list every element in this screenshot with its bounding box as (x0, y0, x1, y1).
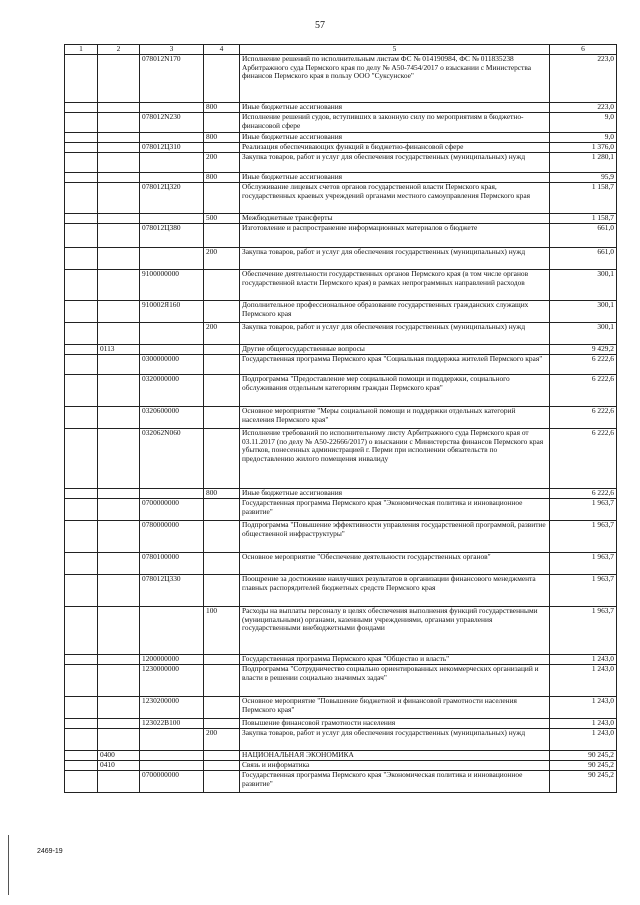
cell-target-code (140, 729, 204, 751)
cell-expense-type (204, 751, 240, 761)
table-row (65, 521, 617, 553)
cell-target-code (140, 214, 204, 224)
cell-target-code (140, 153, 204, 173)
cell-amount: 6 222,6 (550, 375, 617, 407)
table-row (65, 697, 617, 719)
cell-col1 (65, 655, 98, 665)
cell-amount: 1 243,0 (550, 719, 617, 729)
cell-col1 (65, 761, 98, 771)
cell-expense-type (204, 761, 240, 771)
cell-target-code: 0700000000 (140, 499, 204, 521)
cell-description: Исполнение требований по исполнительному листу Арбитражного суда Пермского края от 03.11.2017 (по делу № А50-22666/2017) о взыскании с Министерства финансов Пермского края убытков, понесенных администрацией г. Перми при исполнении обязательств по предоставлению жилого помещения инвалиду (240, 429, 550, 489)
cell-amount: 1 158,7 (550, 183, 617, 214)
cell-section (98, 553, 140, 575)
table-row (65, 407, 617, 429)
table-row (65, 607, 617, 655)
cell-target-code (140, 133, 204, 143)
cell-description: Обслуживание лицевых счетов органов государственной власти Пермского края, государственных краевых учреждений органами местного самоуправления Пермского края (240, 183, 550, 214)
cell-expense-type: 200 (204, 248, 240, 270)
cell-description: Реализация обеспечивающих функций в бюджетно-финансовой сфере (240, 143, 550, 153)
cell-col1 (65, 499, 98, 521)
cell-description: Государственная программа Пермского края "Общество и власть" (240, 655, 550, 665)
cell-target-code: 1230000000 (140, 665, 204, 697)
cell-section: 0400 (98, 751, 140, 761)
cell-amount: 1 963,7 (550, 553, 617, 575)
margin-line (8, 835, 9, 895)
cell-amount: 6 222,6 (550, 355, 617, 375)
table-row (65, 224, 617, 248)
cell-description: Обеспечение деятельности государственных органов Пермского края (в том числе органов государственной власти Пермского края) в рамках непрограммных направлений расходов (240, 270, 550, 301)
cell-amount: 223,0 (550, 55, 617, 103)
cell-col1 (65, 375, 98, 407)
cell-description: Закупка товаров, работ и услуг для обеспечения государственных (муниципальных) нужд (240, 153, 550, 173)
cell-description: Исполнение решений по исполнительным листам ФС № 014190984, ФС № 011835238 Арбитражного суда Пермского края по делу № А50-7454/2017 о взыскании с Министерства финансов Пермского края в пользу ООО "Суксунское" (240, 55, 550, 103)
cell-section (98, 375, 140, 407)
cell-col1 (65, 665, 98, 697)
cell-expense-type (204, 55, 240, 103)
cell-target-code: 1200000000 (140, 655, 204, 665)
header-cell: 2 (98, 45, 140, 55)
table-row (65, 771, 617, 793)
cell-col1 (65, 771, 98, 793)
cell-expense-type: 100 (204, 607, 240, 655)
cell-target-code: 1230200000 (140, 697, 204, 719)
table-row (65, 301, 617, 323)
cell-expense-type (204, 407, 240, 429)
cell-expense-type (204, 521, 240, 553)
cell-section (98, 301, 140, 323)
cell-section (98, 153, 140, 173)
cell-description: Связь и информатика (240, 761, 550, 771)
cell-col1 (65, 575, 98, 607)
cell-section (98, 429, 140, 489)
cell-col1 (65, 301, 98, 323)
table-row (65, 375, 617, 407)
cell-description: НАЦИОНАЛЬНАЯ ЭКОНОМИКА (240, 751, 550, 761)
cell-section (98, 133, 140, 143)
cell-expense-type: 200 (204, 323, 240, 345)
cell-col1 (65, 153, 98, 173)
cell-amount: 1 243,0 (550, 729, 617, 751)
table-row (65, 751, 617, 761)
cell-description: Поощрение за достижение наилучших результатов в организации финансового менеджмента главных распорядителей бюджетных средств Пермского края (240, 575, 550, 607)
table-row (65, 345, 617, 355)
cell-target-code: 0780000000 (140, 521, 204, 553)
cell-description: Повышение финансовой грамотности населения (240, 719, 550, 729)
cell-section (98, 248, 140, 270)
cell-section (98, 214, 140, 224)
cell-section (98, 521, 140, 553)
cell-col1 (65, 521, 98, 553)
cell-col1 (65, 103, 98, 113)
cell-description: Подпрограмма "Сотрудничество социально ориентированных некоммерческих организаций и власти в решении социально значимых задач" (240, 665, 550, 697)
cell-section (98, 143, 140, 153)
cell-amount: 1 280,1 (550, 153, 617, 173)
cell-col1 (65, 355, 98, 375)
cell-expense-type (204, 499, 240, 521)
cell-description: Государственная программа Пермского края "Социальная поддержка жителей Пермского края" (240, 355, 550, 375)
table-row (65, 489, 617, 499)
cell-col1 (65, 751, 98, 761)
table-row (65, 499, 617, 521)
cell-amount: 1 963,7 (550, 607, 617, 655)
cell-expense-type (204, 113, 240, 133)
cell-col1 (65, 697, 98, 719)
table-row (65, 55, 617, 103)
cell-target-code (140, 751, 204, 761)
cell-description: Основное мероприятие "Обеспечение деятельности государственных органов" (240, 553, 550, 575)
cell-amount: 6 222,6 (550, 489, 617, 499)
cell-amount: 1 963,7 (550, 521, 617, 553)
cell-target-code: 032062N060 (140, 429, 204, 489)
cell-amount: 300,1 (550, 270, 617, 301)
cell-section (98, 655, 140, 665)
table-row (65, 323, 617, 345)
table-row (65, 103, 617, 113)
cell-section (98, 729, 140, 751)
cell-target-code (140, 173, 204, 183)
table-row (65, 655, 617, 665)
cell-section (98, 103, 140, 113)
cell-col1 (65, 133, 98, 143)
cell-target-code: 0320600000 (140, 407, 204, 429)
cell-target-code (140, 103, 204, 113)
cell-description: Межбюджетные трансферты (240, 214, 550, 224)
cell-description: Подпрограмма "Повышение эффективности управления государственной программой, развитие общественной инфраструктуры" (240, 521, 550, 553)
cell-col1 (65, 607, 98, 655)
cell-amount: 300,1 (550, 323, 617, 345)
table-row (65, 719, 617, 729)
cell-expense-type: 200 (204, 153, 240, 173)
cell-section (98, 489, 140, 499)
cell-target-code: 078012Ц380 (140, 224, 204, 248)
table-row (65, 133, 617, 143)
cell-col1 (65, 429, 98, 489)
table-row (65, 665, 617, 697)
cell-col1 (65, 729, 98, 751)
cell-col1 (65, 113, 98, 133)
cell-col1 (65, 323, 98, 345)
cell-expense-type: 800 (204, 103, 240, 113)
cell-target-code: 123022В100 (140, 719, 204, 729)
table-row (65, 214, 617, 224)
cell-amount: 6 222,6 (550, 407, 617, 429)
cell-section (98, 183, 140, 214)
cell-expense-type: 500 (204, 214, 240, 224)
cell-amount: 1 243,0 (550, 665, 617, 697)
cell-expense-type (204, 429, 240, 489)
cell-amount: 661,0 (550, 248, 617, 270)
cell-amount: 9 429,2 (550, 345, 617, 355)
cell-expense-type: 800 (204, 133, 240, 143)
cell-section (98, 407, 140, 429)
cell-target-code: 0320000000 (140, 375, 204, 407)
cell-section (98, 323, 140, 345)
cell-amount: 1 376,0 (550, 143, 617, 153)
cell-description: Закупка товаров, работ и услуг для обеспечения государственных (муниципальных) нужд (240, 323, 550, 345)
table-row (65, 729, 617, 751)
cell-expense-type (204, 345, 240, 355)
cell-expense-type: 800 (204, 173, 240, 183)
cell-target-code: 078012N170 (140, 55, 204, 103)
cell-description: Государственная программа Пермского края "Экономическая политика и инновационное развитие" (240, 499, 550, 521)
cell-amount: 1 963,7 (550, 499, 617, 521)
cell-target-code: 078012Ц320 (140, 183, 204, 214)
cell-expense-type: 800 (204, 489, 240, 499)
cell-description: Закупка товаров, работ и услуг для обеспечения государственных (муниципальных) нужд (240, 248, 550, 270)
cell-expense-type (204, 719, 240, 729)
cell-target-code (140, 323, 204, 345)
cell-col1 (65, 183, 98, 214)
cell-target-code: 0700000000 (140, 771, 204, 793)
cell-col1 (65, 214, 98, 224)
cell-expense-type (204, 655, 240, 665)
cell-expense-type (204, 224, 240, 248)
cell-expense-type (204, 575, 240, 607)
table-row (65, 761, 617, 771)
cell-col1 (65, 345, 98, 355)
cell-description: Закупка товаров, работ и услуг для обеспечения государственных (муниципальных) нужд (240, 729, 550, 751)
cell-description: Основное мероприятие "Повышение бюджетной и финансовой грамотности населения Пермского края" (240, 697, 550, 719)
cell-expense-type (204, 301, 240, 323)
footer-code: 2469-19 (37, 848, 63, 855)
cell-description: Изготовление и распространение информационных материалов о бюджете (240, 224, 550, 248)
cell-col1 (65, 55, 98, 103)
cell-amount: 9,0 (550, 113, 617, 133)
cell-target-code: 0780100000 (140, 553, 204, 575)
cell-target-code (140, 489, 204, 499)
cell-section (98, 697, 140, 719)
cell-amount: 661,0 (550, 224, 617, 248)
cell-target-code: 9100000000 (140, 270, 204, 301)
cell-expense-type: 200 (204, 729, 240, 751)
cell-section (98, 499, 140, 521)
cell-amount: 6 222,6 (550, 429, 617, 489)
cell-col1 (65, 270, 98, 301)
cell-description: Другие общегосударственные вопросы (240, 345, 550, 355)
cell-section (98, 173, 140, 183)
cell-amount: 95,9 (550, 173, 617, 183)
cell-section (98, 719, 140, 729)
cell-section (98, 771, 140, 793)
cell-description: Исполнение решений судов, вступивших в законную силу по мероприятиям в бюджетно-финансовой сфере (240, 113, 550, 133)
table-row (65, 575, 617, 607)
cell-target-code: 078012Ц310 (140, 143, 204, 153)
cell-amount: 90 245,2 (550, 771, 617, 793)
cell-target-code (140, 248, 204, 270)
cell-amount: 90 245,2 (550, 751, 617, 761)
header-cell: 3 (140, 45, 204, 55)
cell-amount: 1 243,0 (550, 697, 617, 719)
cell-target-code (140, 345, 204, 355)
cell-description: Иные бюджетные ассигнования (240, 489, 550, 499)
cell-col1 (65, 553, 98, 575)
cell-description: Подпрограмма "Предоставление мер социальной помощи и поддержки, социального обслуживания отдельным категориям граждан Пермского края" (240, 375, 550, 407)
cell-amount: 1 963,7 (550, 575, 617, 607)
cell-target-code (140, 761, 204, 771)
cell-amount: 223,0 (550, 103, 617, 113)
cell-amount: 9,0 (550, 133, 617, 143)
table-row (65, 173, 617, 183)
table-header-row (65, 45, 617, 55)
cell-section (98, 55, 140, 103)
cell-section: 0113 (98, 345, 140, 355)
cell-col1 (65, 143, 98, 153)
cell-amount: 1 158,7 (550, 214, 617, 224)
cell-description: Иные бюджетные ассигнования (240, 133, 550, 143)
cell-col1 (65, 489, 98, 499)
cell-expense-type (204, 697, 240, 719)
cell-target-code: 910002Я160 (140, 301, 204, 323)
cell-section (98, 355, 140, 375)
cell-target-code: 078012Ц330 (140, 575, 204, 607)
cell-target-code: 078012N230 (140, 113, 204, 133)
table-row (65, 183, 617, 214)
cell-amount: 300,1 (550, 301, 617, 323)
header-cell: 5 (240, 45, 550, 55)
cell-expense-type (204, 355, 240, 375)
cell-section (98, 575, 140, 607)
cell-description: Иные бюджетные ассигнования (240, 103, 550, 113)
cell-expense-type (204, 375, 240, 407)
cell-target-code: 0300000000 (140, 355, 204, 375)
cell-section: 0410 (98, 761, 140, 771)
table-row (65, 113, 617, 133)
cell-amount: 1 243,0 (550, 655, 617, 665)
cell-section (98, 224, 140, 248)
cell-col1 (65, 719, 98, 729)
page-number: 57 (315, 20, 325, 31)
cell-expense-type (204, 665, 240, 697)
budget-table (64, 44, 617, 793)
cell-expense-type (204, 771, 240, 793)
header-cell: 1 (65, 45, 98, 55)
cell-target-code (140, 607, 204, 655)
header-cell: 6 (550, 45, 617, 55)
table-row (65, 355, 617, 375)
table-row (65, 248, 617, 270)
cell-expense-type (204, 553, 240, 575)
header-cell: 4 (204, 45, 240, 55)
cell-description: Государственная программа Пермского края "Экономическая политика и инновационное развитие" (240, 771, 550, 793)
cell-description: Дополнительное профессиональное образование государственных гражданских служащих Пермского края (240, 301, 550, 323)
cell-col1 (65, 173, 98, 183)
cell-col1 (65, 407, 98, 429)
cell-description: Расходы на выплаты персоналу в целях обеспечения выполнения функций государственными (муниципальными) органами, казенными учреждениями, органами управления государственными внебюджетными фондами (240, 607, 550, 655)
cell-expense-type (204, 183, 240, 214)
table-row (65, 143, 617, 153)
cell-section (98, 113, 140, 133)
table-row (65, 429, 617, 489)
cell-description: Иные бюджетные ассигнования (240, 173, 550, 183)
cell-expense-type (204, 143, 240, 153)
cell-section (98, 607, 140, 655)
table-row (65, 553, 617, 575)
table-row (65, 270, 617, 301)
cell-section (98, 270, 140, 301)
cell-amount: 90 245,2 (550, 761, 617, 771)
cell-col1 (65, 224, 98, 248)
table-row (65, 153, 617, 173)
cell-col1 (65, 248, 98, 270)
cell-expense-type (204, 270, 240, 301)
cell-section (98, 665, 140, 697)
cell-description: Основное мероприятие "Меры социальной помощи и поддержки отдельных категорий населения Пермского края" (240, 407, 550, 429)
